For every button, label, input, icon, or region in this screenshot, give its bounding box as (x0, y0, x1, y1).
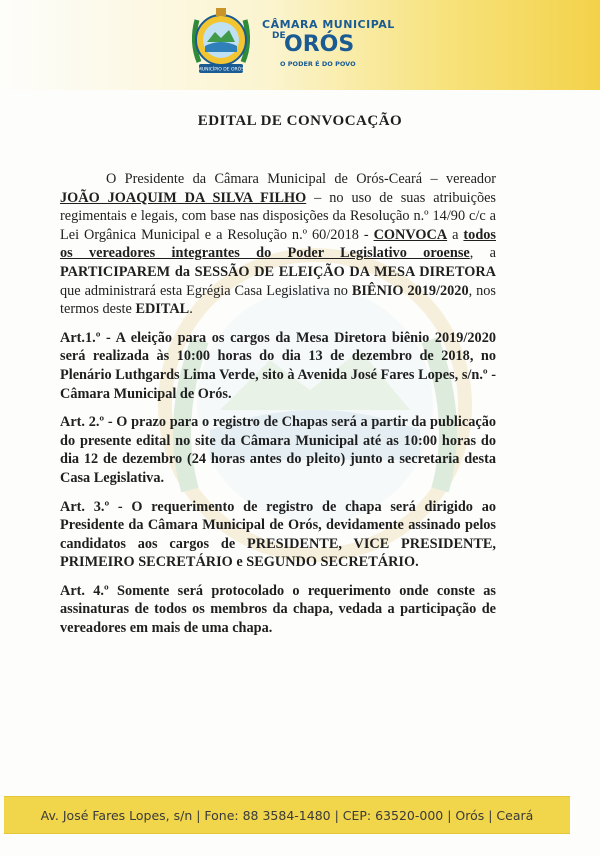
article-1: Art.1.º - A eleição para os cargos da Mesa Diretora biênio 2019/2020 será realizada às 10:00 horas do dia 13 de dezembro de 2018, no Plenário Luthgards Lima Verde, sito à Avenida José Fares Lopes, s/n.º - Câmara Municipal de Orós. (60, 329, 496, 402)
document-body (60, 170, 496, 648)
coat-of-arms-icon (185, 2, 257, 82)
seal-text: MUNICÍPIO DE ORÓS (197, 67, 245, 73)
convoca-keyword: CONVOCA (373, 226, 448, 243)
footer-address: Av. José Fares Lopes, s/n | Fone: 88 3584-1480 | CEP: 63520-000 | Orós | Ceará (4, 796, 570, 834)
session-name: PARTICIPAREM da SESSÃO DE ELEIÇÃO DA MESA DIRETORA (60, 263, 496, 280)
article-3: Art. 3.º - O requerimento de registro de chapa será dirigido ao Presidente da Câmara Municipal de Orós, devidamente assinado pelos candidatos aos cargos de PRESIDENTE, VICE PRESIDENTE, PRIMEIRO SECRETÁRIO e SEGUNDO SECRETÁRIO. (60, 498, 496, 571)
org-name-line2: DE (272, 31, 286, 41)
bienio: BIÊNIO 2019/2020 (351, 282, 469, 299)
page-title: EDITAL DE CONVOCAÇÃO (197, 113, 403, 129)
addressees: todos os vereadores integrantes do Poder Legislativo oroense (60, 226, 496, 262)
org-name-line1: CÂMARA MUNICIPAL (262, 18, 395, 31)
org-slogan: O PODER É DO POVO (280, 60, 356, 68)
org-city: ORÓS (284, 32, 355, 57)
article-2: Art. 2.º - O prazo para o registro de Chapas será a partir da publicação do presente edital no site da Câmara Municipal até as 10:00 horas do dia 12 de dezembro (24 horas antes do pleito) junto a secretaria desta Casa Legislativa. (60, 414, 496, 486)
letterhead-brand (262, 18, 395, 68)
edital-word: EDITAL (135, 301, 190, 318)
intro-paragraph: O Presidente da Câmara Municipal de Orós-Ceará – vereador JOÃO JOAQUIM DA SILVA FILHO – no uso de suas atribuições regimentais e legais, com base nas disposições da Resolução n.º 14/90 c/c a Lei Orgânica Municipal e a Resolução n.º 60/2018 - CONVOCA a todos os vereadores integrantes do Poder Legislativo oroense, a PARTICIPAREM da SESSÃO DE ELEIÇÃO DA MESA DIRETORA que administrará esta Egrégia Casa Legislativa no BIÊNIO 2019/2020, nos termos deste EDITAL. (60, 171, 497, 318)
president-name: JOÃO JOAQUIM DA SILVA FILHO (60, 189, 307, 206)
article-4: Art. 4.º Somente será protocolado o requerimento onde conste as assinaturas de todos os membros da chapa, vedada a participação de vereadores em mais de uma chapa. (60, 582, 496, 637)
